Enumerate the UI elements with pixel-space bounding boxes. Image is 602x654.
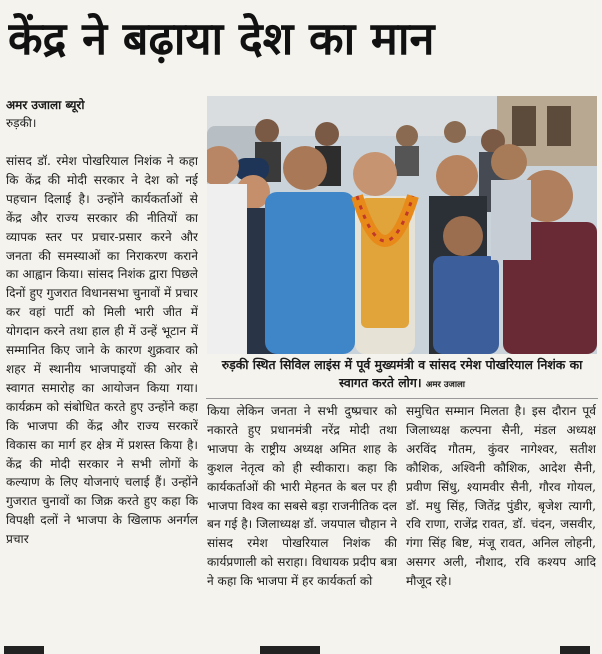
news-photo bbox=[207, 96, 597, 354]
next-article-strip bbox=[0, 640, 602, 654]
divider bbox=[206, 398, 598, 399]
dateline: रुड़की। bbox=[6, 116, 37, 130]
article-column-2: किया लेकिन जनता ने सभी दुष्प्रचार को नकारते हुए प्रधानमंत्री नरेंद्र मोदी तथा भाजपा के राष्ट्रीय अध्यक्ष अमित शाह के कुशल नेतृत्व को ही स्वीकारा। कहा कि कार्यकर्ताओं की भारी मेहनत के बल पर ही भाजपा विश्व का सबसे बड़ा राजनीतिक दल बन गई है। जिलाध्यक्ष डॉ. जयपाल चौहान ने सांसद रमेश पोखरियाल निशंक की कार्यप्रणाली को सराहा। विधायक प्रदीप बत्रा ने कहा कि भाजपा में हर कार्यकर्ता को bbox=[207, 404, 397, 589]
caption-text: रुड़की स्थित सिविल लाइंस में पूर्व मुख्यमंत्री व सांसद रमेश पोखरियाल निशंक का स्वागत करते लोग। bbox=[221, 357, 583, 390]
photo-caption bbox=[207, 356, 597, 396]
article-column-3: समुचित सम्मान मिलता है। इस दौरान पूर्व जिलाध्यक्ष कल्पना सैनी, मंडल अध्यक्ष अरविंद गौतम, कुंवर नागेश्वर, सतीश कौशिक, अश्विनी कौशिक, आदेश सैनी, प्रवीण सिंधु, श्यामवीर सैनी, गौरव गोयल, डॉ. मधु सिंह, जितेंद्र पुंडीर, बृजेश त्यागी, रवि राणा, राजेंद्र रावत, डॉ. चंदन, जसवीर, गंगा सिंह बिष्ट, मंजू रावत, अनिल लोहनी, असगर अली, नौशाद, रवि कश्यप आदि मौजूद रहे। bbox=[406, 404, 596, 589]
article-column-1: सांसद डॉ. रमेश पोखरियाल निशंक ने कहा कि केंद्र की मोदी सरकार ने देश को नई पहचान दिलाई है। उन्होंने कार्यकर्ताओं से केंद्र और राज्य सरकार की नीतियों का व्यापक स्तर पर प्रचार-प्रसार करने और जनता की समस्याओं का निराकरण कराने का आह्वान किया। सांसद निशंक द्वारा पिछले दिनों हुए गुजरात विधानसभा चुनावों में प्रचार कर वहां पार्टी को मिली भारी जीत में योगदान करने तथा हाल ही में उन्हें भूटान में सम्मानित किए जाने के कारण शुक्रवार को शहर में स्थानीय भाजपाइयों की ओर से स्वागत समारोह का आयोजन किया गया। कार्यक्रम को संबोधित करते हुए उन्होंने कहा कि भाजपा की केंद्र और राज्य सरकारें विकास का मार्ग हर क्षेत्र में प्रशस्त किया है। केंद्र की मोदी सरकार ने सभी लोगों के कल्याण के लिए योजनाएं चलाई हैं। उन्होंने गुजरात चुनावों का जिक्र करते हुए कहा कि विपक्षी दलों ने भाजपा के खिलाफ अनर्गल प्रचार bbox=[6, 154, 198, 547]
byline: अमर उजाला ब्यूरो bbox=[6, 98, 85, 112]
headline: केंद्र ने बढ़ाया देश का मान bbox=[8, 12, 435, 65]
photo-credit: अमर उजाला bbox=[425, 380, 465, 390]
